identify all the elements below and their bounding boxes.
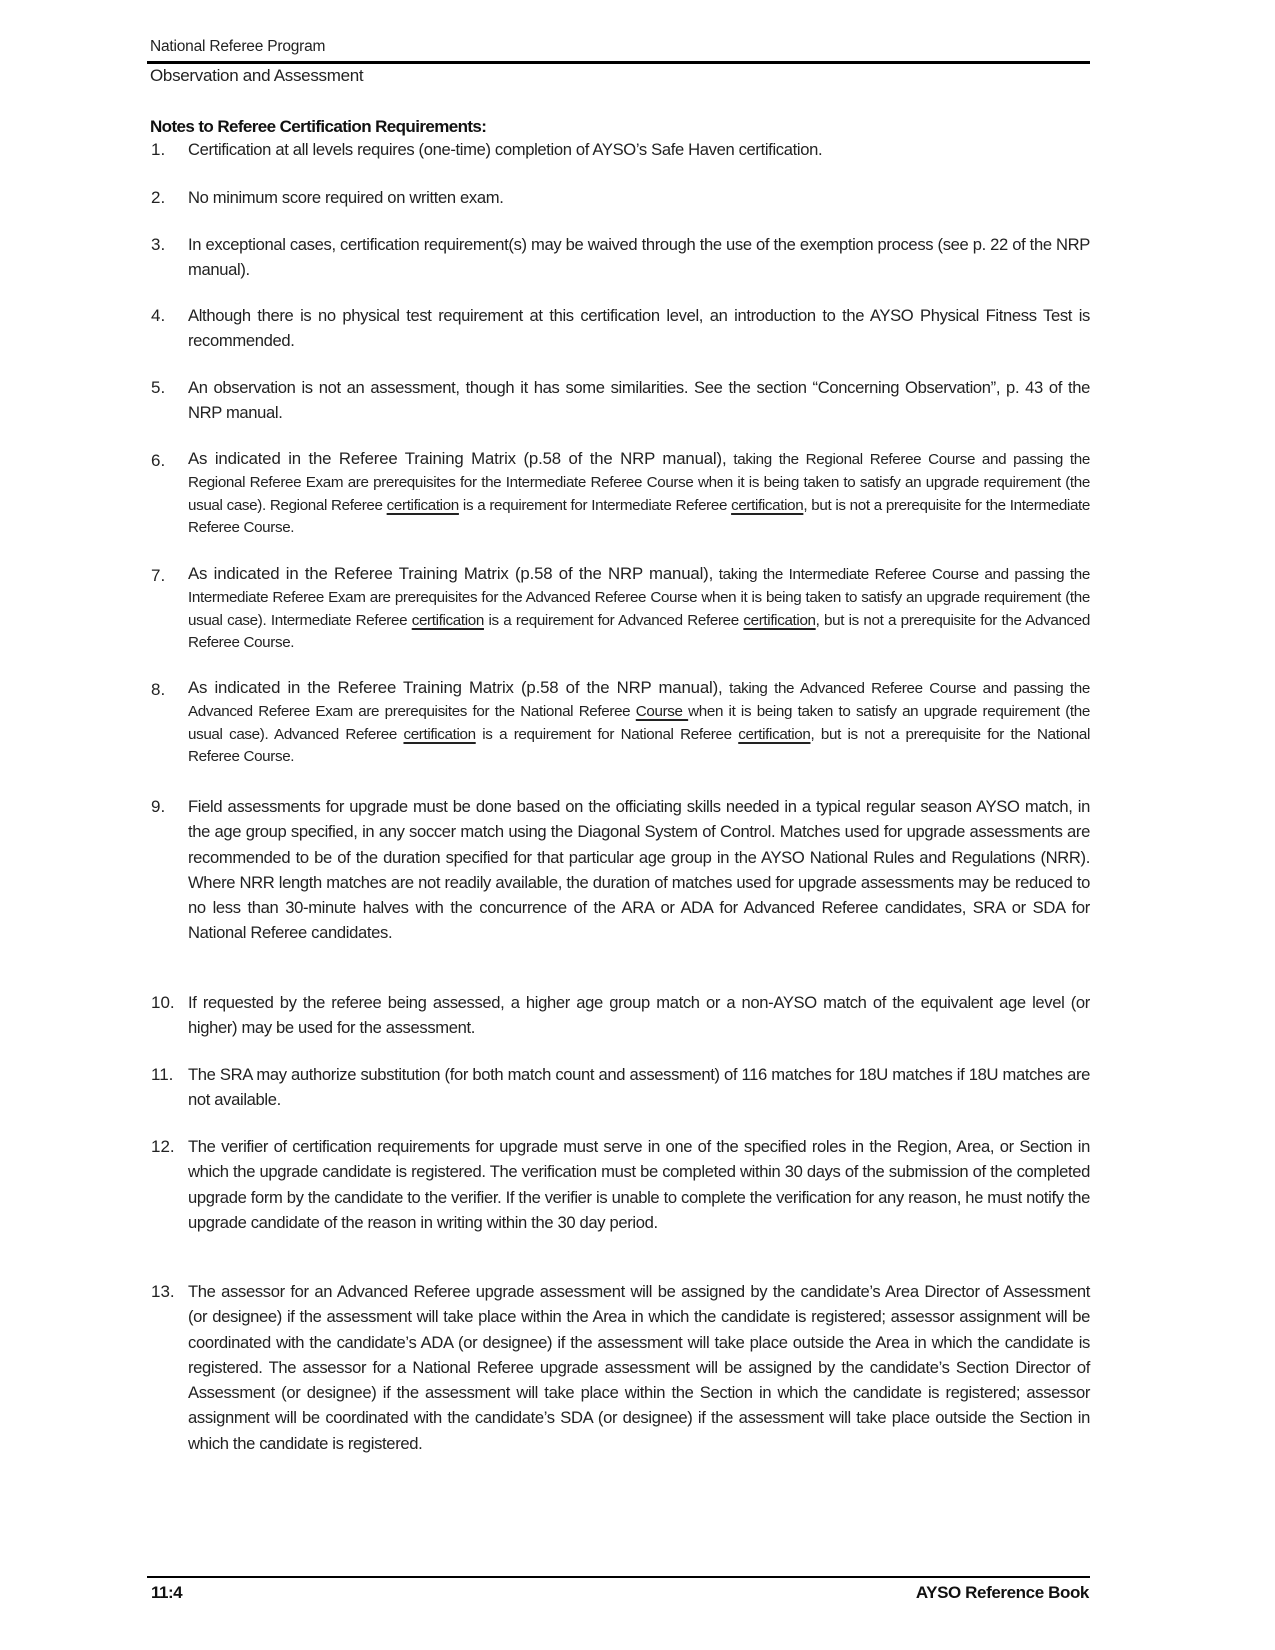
running-header-program: National Referee Program	[150, 38, 326, 55]
note-number: 4.	[151, 306, 166, 325]
note-lead: As indicated in the Referee Training Matrix (p.58 of the NRP manual),	[188, 449, 727, 468]
note-text: As indicated in the Referee Training Matrix (p.58 of the NRP manual), taking the Regional Referee Course and passing the Regional Referee Exam are prerequisites for the Intermediate Referee Course when it is being taken to satisfy an upgrade requirement (the usual case). Regional Referee certification is a requirement for Intermediate Referee certification, but is not a prerequisite for the Intermediate Referee Course.	[188, 449, 1091, 537]
note-number: 7.	[151, 566, 166, 585]
underlined-term: certification	[386, 496, 459, 514]
note-number: 9.	[151, 797, 166, 816]
note-number: 13.	[151, 1282, 175, 1301]
header-rule	[147, 61, 1090, 64]
note-number: 2.	[151, 188, 166, 207]
underlined-term: certification	[743, 611, 816, 629]
note-text: No minimum score required on written exam.	[188, 188, 504, 207]
note-text: As indicated in the Referee Training Matrix (p.58 of the NRP manual), taking the Intermediate Referee Course and passing the Intermediate Referee Exam are prerequisites for the Advanced Referee Course when it is being taken to satisfy an upgrade requirement (the usual case). Intermediate Referee certification is a requirement for Advanced Referee certification, but is not a prerequisite for the Advanced Referee Course.	[188, 564, 1090, 652]
page-number: 11:4	[151, 1583, 183, 1602]
footer-rule	[147, 1576, 1090, 1578]
note-lead: As indicated in the Referee Training Matrix (p.58 of the NRP manual),	[188, 678, 723, 697]
underlined-term: certification	[411, 611, 484, 629]
note-text: An observation is not an assessment, though it has some similarities. See the section “Concerning Observation”, p. 43 of the NRP manual.	[188, 378, 1090, 423]
note-number: 12.	[151, 1137, 175, 1156]
note-text: Certification at all levels requires (one-time) completion of AYSO’s Safe Haven certification.	[188, 140, 823, 159]
running-header-section: Observation and Assessment	[150, 66, 364, 85]
note-text: Although there is no physical test requirement at this certification level, an introduction to the AYSO Physical Fitness Test is recommended.	[188, 306, 1090, 351]
note-number: 8.	[151, 680, 166, 699]
note-number: 5.	[151, 378, 166, 397]
note-number: 6.	[151, 451, 166, 470]
note-text: As indicated in the Referee Training Matrix (p.58 of the NRP manual), taking the Advanced Referee Course and passing the Advanced Referee Exam are prerequisites for the National Referee Course when it is being taken to satisfy an upgrade requirement (the usual case). Advanced Referee certification is a requirement for National Referee certification, but is not a prerequisite for the National Referee Course.	[188, 678, 1090, 766]
note-text: The SRA may authorize substitution (for both match count and assessment) of 116 matches for 18U matches if 18U matches are not available.	[188, 1065, 1090, 1110]
underlined-term: certification	[738, 725, 811, 743]
footer-book-title: AYSO Reference Book	[915, 1583, 1089, 1602]
underlined-term: Course	[635, 702, 689, 720]
note-text: In exceptional cases, certification requirement(s) may be waived through the use of the exemption process (see p. 22 of the NRP manual).	[188, 235, 1090, 280]
note-number: 11.	[151, 1065, 174, 1084]
underlined-term: certification	[403, 725, 476, 743]
note-lead: As indicated in the Referee Training Matrix (p.58 of the NRP manual),	[188, 564, 714, 583]
note-number: 3.	[151, 235, 166, 254]
notes-heading: Notes to Referee Certification Requirements:	[150, 117, 487, 136]
underlined-term: certification	[731, 496, 804, 514]
note-text: The assessor for an Advanced Referee upgrade assessment will be assigned by the candidate’s Area Director of Assessment (or designee) if the assessment will take place within the Area in which the candidate is registered; assessor assignment will be coordinated with the candidate’s ADA (or designee) if the assessment will take place outside the Area in which the candidate is registered. The assessor for a National Referee upgrade assessment will be assigned by the candidate’s Section Director of Assessment (or designee) if the assessment will take place within the Section in which the candidate is registered; assessor assignment will be coordinated with the candidate’s SDA (or designee) if the assessment will take place outside the Section in which the candidate is registered.	[188, 1282, 1090, 1453]
note-text: If requested by the referee being assessed, a higher age group match or a non-AYSO match of the equivalent age level (or higher) may be used for the assessment.	[188, 993, 1090, 1038]
note-text: Field assessments for upgrade must be done based on the officiating skills needed in a typical regular season AYSO match, in the age group specified, in any soccer match using the Diagonal System of Control. Matches used for upgrade assessments are recommended to be of the duration specified for that particular age group in the AYSO National Rules and Regulations (NRR). Where NRR length matches are not readily available, the duration of matches used for upgrade assessments may be reduced to no less than 30-minute halves with the concurrence of the ARA or ADA for Advanced Referee candidates, SRA or SDA for National Referee candidates.	[188, 797, 1090, 943]
note-number: 1.	[151, 140, 166, 159]
note-number: 10.	[151, 993, 175, 1012]
note-text: The verifier of certification requirements for upgrade must serve in one of the specified roles in the Region, Area, or Section in which the upgrade candidate is registered. The verification must be completed within 30 days of the submission of the completed upgrade form by the candidate to the verifier. If the verifier is unable to complete the verification for any reason, he must notify the upgrade candidate of the reason in writing within the 30 day period.	[188, 1137, 1090, 1232]
